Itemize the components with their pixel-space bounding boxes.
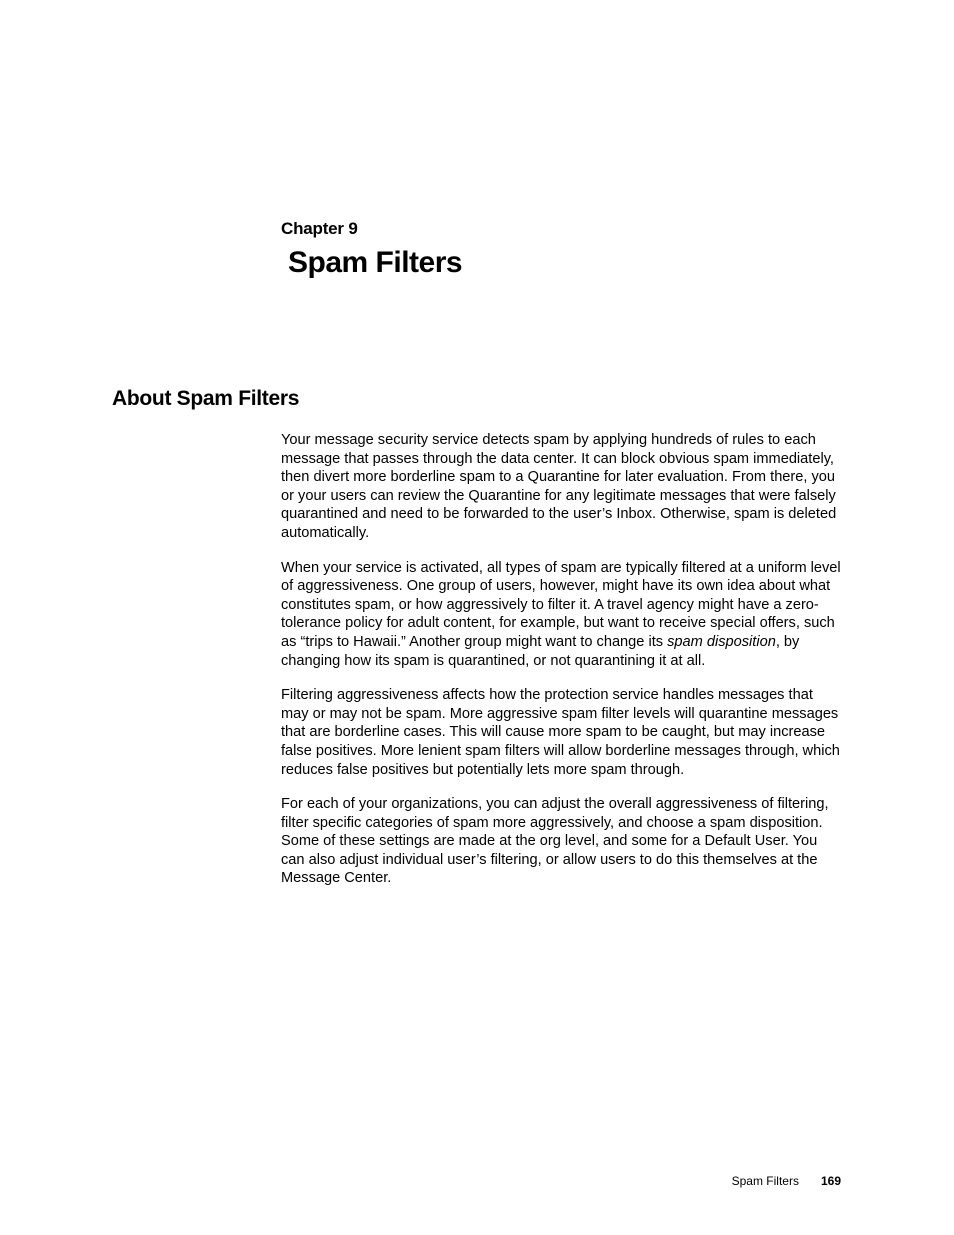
paragraph-3: Filtering aggressiveness affects how the protection service handles messages that may or may not be spam. More aggressive spam filter levels will quarantine messages that are borderline cases. This will cause more spam to be caught, but may increase false positives. More lenient spam filters will allow borderline messages through, which reduces false positives but potentially lets more spam through. — [281, 687, 840, 778]
paragraph-1: Your message security service detects spam by applying hundreds of rules to each message that passes through the data center. It can block obvious spam immediately, then divert more borderline spam to a Quarantine for later evaluation. From there, you or your users can review the Quarantine for any legitimate messages that were falsely quarantined and need to be forwarded to the user’s Inbox. Otherwise, spam is deleted automatically. — [281, 432, 837, 541]
paragraph-2 — [281, 559, 841, 671]
paragraph-4: For each of your organizations, you can adjust the overall aggressiveness of filtering, filter specific categories of spam more aggressively, and choose a spam disposition. Some of these settings are made at the org level, and some for a Default User. You can also adjust individual user’s filtering, or allow users to do this themselves at the Message Center. — [281, 796, 829, 887]
paragraph-2-text-end: , by changing how its spam is quarantined, or not quarantining it at all. — [281, 633, 800, 669]
section-heading: About Spam Filters — [112, 387, 300, 410]
footer-title: Spam Filters — [731, 1174, 799, 1188]
page-footer — [732, 1174, 841, 1188]
paragraph-2-text-start: When your service is activated, all types of spam are typically filtered at a uniform level of aggressiveness. One group of users, however, might have its own idea about what constitutes spam, or how aggressively to filter it. A travel agency might have a zero-tolerance policy for adult content, for example, but want to receive special offers, such as “trips to Hawaii.” Another group might want to change its — [281, 559, 841, 650]
page-number: 169 — [820, 1174, 841, 1188]
chapter-label: Chapter 9 — [281, 219, 358, 238]
section-body — [281, 431, 841, 904]
paragraph-2-emphasis: spam disposition — [667, 633, 776, 650]
chapter-title: Spam Filters — [288, 246, 463, 279]
